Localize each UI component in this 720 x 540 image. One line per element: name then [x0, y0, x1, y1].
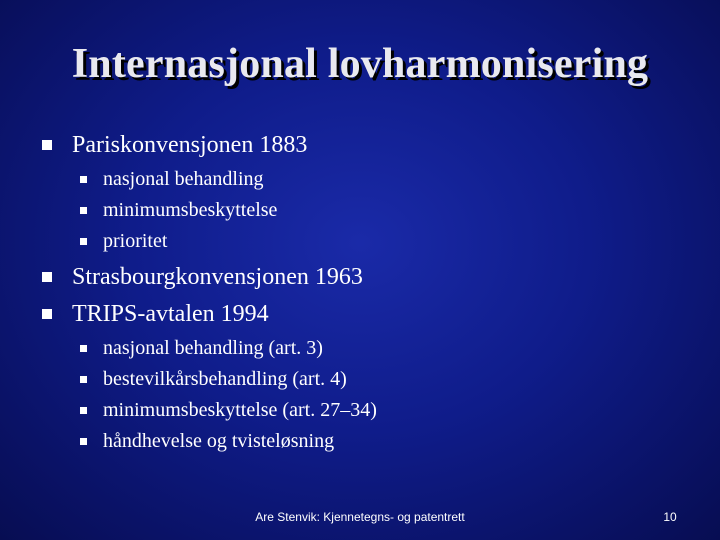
bullet-item-level1: [42, 300, 269, 328]
square-bullet-icon: [80, 238, 87, 245]
bullet-item-level1: [42, 131, 307, 159]
bullet-text: Pariskonvensjonen 1883: [72, 132, 308, 158]
square-bullet-icon: [80, 376, 87, 383]
slide-title: Internasjonal lovharmonisering: [71, 41, 649, 87]
bullet-text: nasjonal behandling: [103, 168, 264, 190]
bullet-item-level2: [80, 167, 264, 191]
bullet-text: håndhevelse og tvisteløsning: [103, 430, 335, 452]
square-bullet-icon: [42, 272, 52, 282]
bullet-item-level2: [80, 229, 167, 253]
bullet-text: minimumsbeskyttelse (art. 27–34): [103, 399, 377, 421]
bullet-text: bestevilkårsbehandling (art. 4): [103, 368, 347, 390]
bullet-text: TRIPS-avtalen 1994: [72, 301, 269, 327]
slide-number: 10: [663, 510, 677, 524]
square-bullet-icon: [80, 407, 87, 414]
square-bullet-icon: [80, 345, 87, 352]
square-bullet-icon: [42, 140, 52, 150]
bullet-item-level2: [80, 336, 323, 360]
bullet-text: prioritet: [103, 230, 168, 252]
bullet-text: Strasbourgkonvensjonen 1963: [72, 264, 363, 290]
square-bullet-icon: [42, 309, 52, 319]
bullet-item-level1: [42, 263, 363, 291]
bullet-item-level2: [80, 429, 334, 453]
slide-footer: Are Stenvik: Kjennetegns- og patentrett: [255, 510, 465, 524]
square-bullet-icon: [80, 176, 87, 183]
bullet-text: nasjonal behandling (art. 3): [103, 337, 323, 359]
square-bullet-icon: [80, 438, 87, 445]
bullet-text: minimumsbeskyttelse: [103, 199, 278, 221]
square-bullet-icon: [80, 207, 87, 214]
bullet-item-level2: [80, 398, 377, 422]
bullet-item-level2: [80, 198, 277, 222]
bullet-item-level2: [80, 367, 347, 391]
